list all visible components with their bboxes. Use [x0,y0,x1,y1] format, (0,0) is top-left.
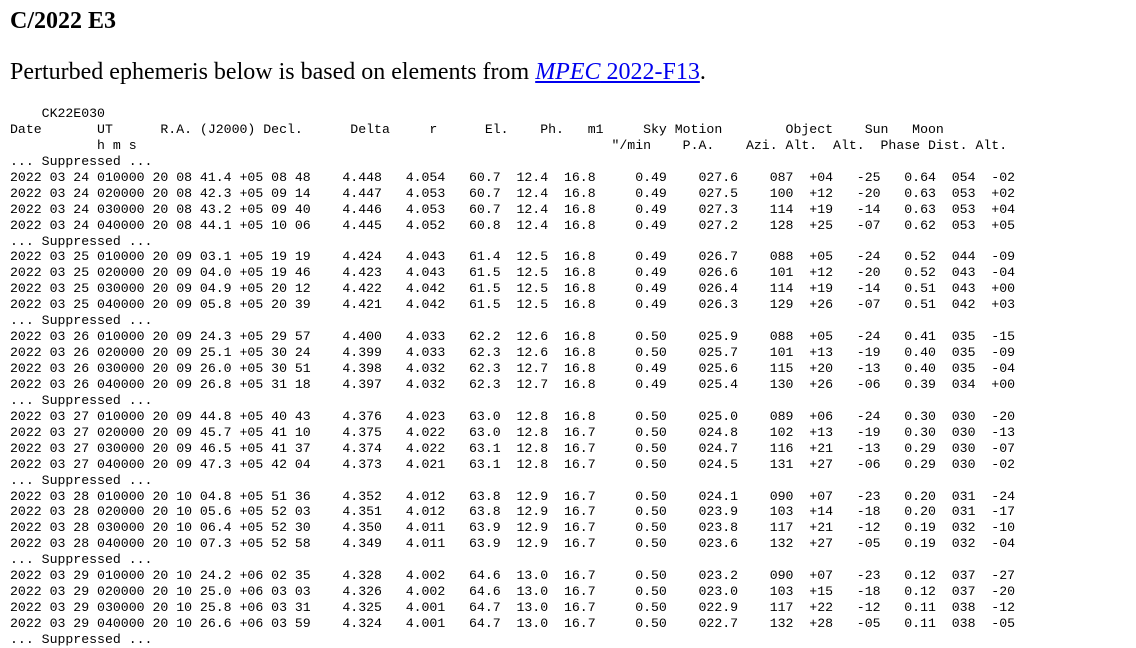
mpec-link-em: MPEC [535,59,601,85]
ephemeris-row: 2022 03 25 020000 20 09 04.0 +05 19 46 4.423 4.043 61.5 12.5 16.8 0.49 026.6 101 +12 -20 0.52 043 -04 [10,265,1016,281]
intro-suffix: . [699,59,706,85]
column-header-2: h m s "/min P.A. Azi. Alt. Alt. Phase Dist. Alt. [10,137,1008,153]
ephemeris-row: 2022 03 26 020000 20 09 25.1 +05 30 24 4.399 4.033 62.3 12.6 16.8 0.50 025.7 101 +13 -19 0.40 035 -09 [10,345,1016,361]
ephemeris-row: 2022 03 25 010000 20 09 03.1 +05 19 19 4.424 4.043 61.4 12.5 16.8 0.49 026.7 088 +05 -24 0.52 044 -09 [10,249,1016,265]
ephemeris-row: 2022 03 26 010000 20 09 24.3 +05 29 57 4.400 4.033 62.2 12.6 16.8 0.50 025.9 088 +05 -24 0.41 035 -15 [10,329,1016,345]
suppressed-line: ... Suppressed ... [10,472,153,488]
ephemeris-row: 2022 03 26 040000 20 09 26.8 +05 31 18 4.397 4.032 62.3 12.7 16.8 0.49 025.4 130 +26 -06 0.39 034 +00 [10,376,1016,392]
ephemeris-rows [10,154,1015,648]
mpec-link-rest: 2022-F13 [600,59,700,85]
ephemeris-row: 2022 03 24 040000 20 08 44.1 +05 10 06 4.445 4.052 60.8 12.4 16.8 0.49 027.2 128 +25 -07 0.62 053 +05 [10,217,1016,233]
ephemeris-row: 2022 03 25 040000 20 09 05.8 +05 20 39 4.421 4.042 61.5 12.5 16.8 0.49 026.3 129 +26 -07 0.51 042 +03 [10,297,1016,313]
ephemeris-row: 2022 03 29 040000 20 10 26.6 +06 03 59 4.324 4.001 64.7 13.0 16.7 0.50 022.7 132 +28 -05 0.11 038 -05 [10,616,1016,631]
ephemeris-row: 2022 03 29 010000 20 10 24.2 +06 02 35 4.328 4.002 64.6 13.0 16.7 0.50 023.2 090 +07 -23 0.12 037 -27 [10,568,1016,584]
suppressed-line: ... Suppressed ... [10,153,153,169]
column-header-1: Date UT R.A. (J2000) Decl. Delta r El. Ph. m1 Sky Motion Object Sun Moon [10,121,944,137]
ephemeris-row: 2022 03 28 040000 20 10 07.3 +05 52 58 4.349 4.011 63.9 12.9 16.7 0.50 023.6 132 +27 -05 0.19 032 -04 [10,536,1016,552]
object-code: CK22E030 [10,106,105,121]
ephemeris-row: 2022 03 29 030000 20 10 25.8 +06 03 31 4.325 4.001 64.7 13.0 16.7 0.50 022.9 117 +22 -12 0.11 038 -12 [10,600,1016,616]
intro-paragraph [10,59,706,86]
suppressed-line: ... Suppressed ... [10,552,153,568]
page-title: C/2022 E3 [10,8,117,34]
ephemeris-block [10,106,1015,648]
suppressed-line: ... Suppressed ... [10,392,153,408]
ephemeris-row: 2022 03 27 020000 20 09 45.7 +05 41 10 4.375 4.022 63.0 12.8 16.7 0.50 024.8 102 +13 -19 0.30 030 -13 [10,424,1016,440]
ephemeris-row: 2022 03 27 030000 20 09 46.5 +05 41 37 4.374 4.022 63.1 12.8 16.7 0.50 024.7 116 +21 -13 0.29 030 -07 [10,440,1016,456]
suppressed-line: ... Suppressed ... [10,313,153,329]
mpec-link[interactable] [535,59,700,85]
ephemeris-row: 2022 03 27 040000 20 09 47.3 +05 42 04 4.373 4.021 63.1 12.8 16.7 0.50 024.5 131 +27 -06 0.29 030 -02 [10,456,1016,472]
ephemeris-row: 2022 03 25 030000 20 09 04.9 +05 20 12 4.422 4.042 61.5 12.5 16.8 0.49 026.4 114 +19 -14 0.51 043 +00 [10,281,1016,297]
suppressed-line: ... Suppressed ... [10,631,153,647]
ephemeris-row: 2022 03 28 030000 20 10 06.4 +05 52 30 4.350 4.011 63.9 12.9 16.7 0.50 023.8 117 +21 -12 0.19 032 -10 [10,520,1016,536]
intro-text: Perturbed ephemeris below is based on elements from [10,59,536,85]
ephemeris-row: 2022 03 24 010000 20 08 41.4 +05 08 48 4.448 4.054 60.7 12.4 16.8 0.49 027.6 087 +04 -25 0.64 054 -02 [10,169,1016,185]
ephemeris-row: 2022 03 28 010000 20 10 04.8 +05 51 36 4.352 4.012 63.8 12.9 16.7 0.50 024.1 090 +07 -23 0.20 031 -24 [10,488,1016,504]
ephemeris-row: 2022 03 26 030000 20 09 26.0 +05 30 51 4.398 4.032 62.3 12.7 16.8 0.49 025.6 115 +20 -13 0.40 035 -04 [10,361,1016,376]
ephemeris-row: 2022 03 24 020000 20 08 42.3 +05 09 14 4.447 4.053 60.7 12.4 16.8 0.49 027.5 100 +12 -20 0.63 053 +02 [10,185,1016,201]
ephemeris-row: 2022 03 28 020000 20 10 05.6 +05 52 03 4.351 4.012 63.8 12.9 16.7 0.50 023.9 103 +14 -18 0.20 031 -17 [10,504,1016,520]
ephemeris-row: 2022 03 24 030000 20 08 43.2 +05 09 40 4.446 4.053 60.7 12.4 16.8 0.49 027.3 114 +19 -14 0.63 053 +04 [10,201,1016,217]
ephemeris-row: 2022 03 29 020000 20 10 25.0 +06 03 03 4.326 4.002 64.6 13.0 16.7 0.50 023.0 103 +15 -18 0.12 037 -20 [10,584,1016,600]
ephemeris-row: 2022 03 27 010000 20 09 44.8 +05 40 43 4.376 4.023 63.0 12.8 16.8 0.50 025.0 089 +06 -24 0.30 030 -20 [10,408,1016,424]
suppressed-line: ... Suppressed ... [10,233,153,249]
